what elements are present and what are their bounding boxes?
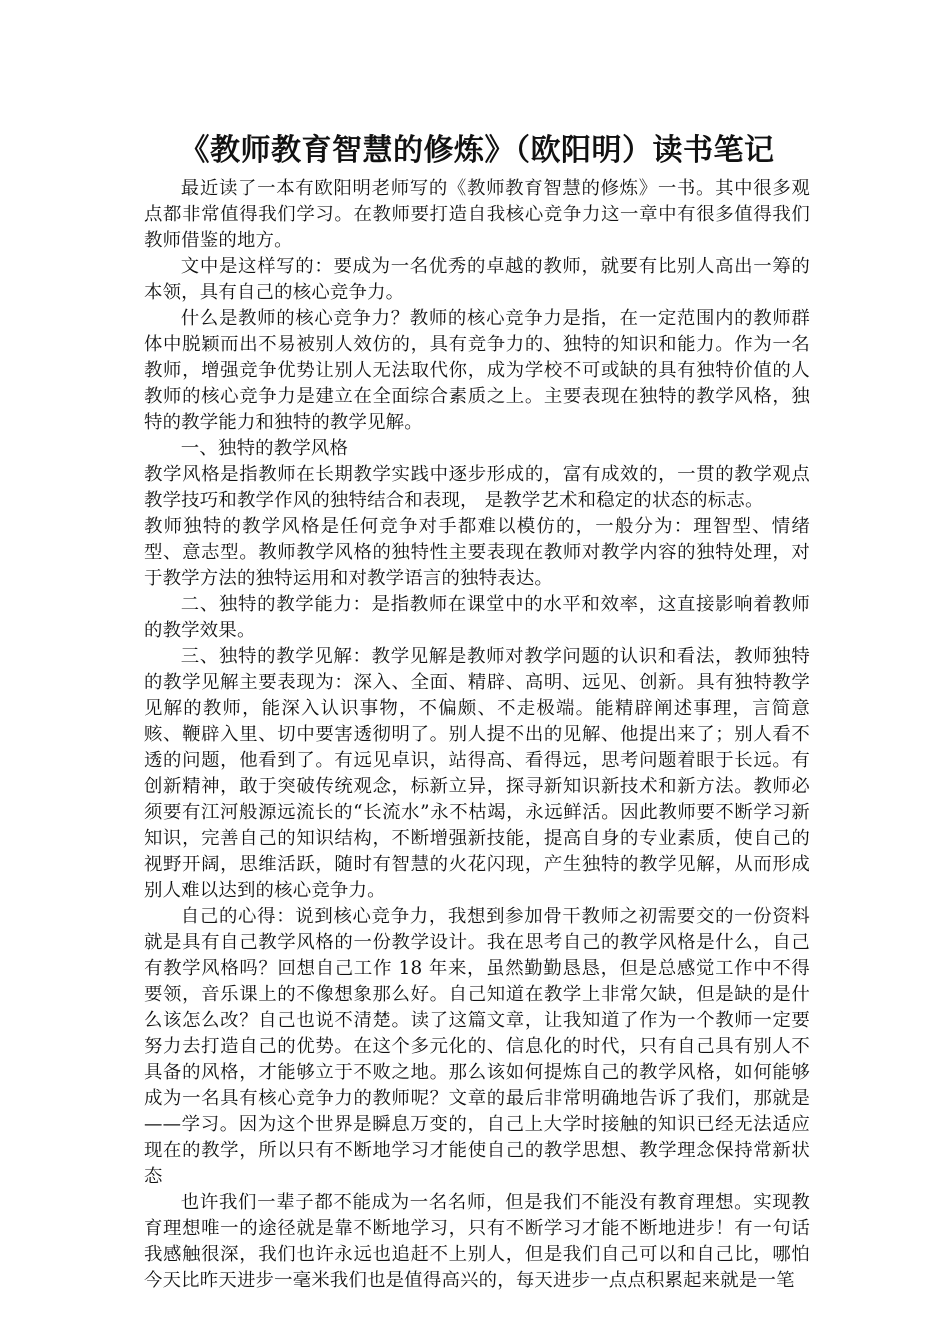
paragraph: 自己的心得：说到核心竞争力，我想到参加骨干教师之初需要交的一份资料就是具有自己教学风格的一份教学设计。我在思考自己的教学风格是什么，自己有教学风格吗？回想自己工作 18 年来，虽然勤勤恳恳，但是总感觉工作中不得要领，音乐课上的不像想象那么好。自己知道在教学上非常欠缺，但是缺的是什么该怎么改？自己也说不清楚。读了这篇文章，让我知道了作为一个教师一定要努力去打造自己的优势。在这个多元化的、信息化的时代，只有自己具有别人不具备的风格，才能够立于不败之地。那么该如何提炼自己的教学风格，如何能够成为一名具有核心竞争力的教师呢？文章的最后非常明确地告诉了我们，那就是——学习。因为这个世界是瞬息万变的，自己上大学时接触的知识已经无法适应现在的教学，所以只有不断地学习才能使自己的教学思想、教学理念保持常新状态 <box>144 906 810 1187</box>
paragraph: 也许我们一辈子都不能成为一名名师，但是我们不能没有教育理想。实现教育理想唯一的途径就是靠不断地学习，只有不断学习才能不断地进步！有一句话我感触很深，我们也许永远也追赶不上别人，但是我们自己可以和自己比，哪怕今天比昨天进步一毫米我们也是值得高兴的，每天进步一点点积累起来就是一笔 <box>144 1192 810 1291</box>
paragraph: 二、独特的教学能力：是指教师在课堂中的水平和效率，这直接影响着教师的教学效果。 <box>144 594 810 641</box>
paragraph: 一、独特的教学风格 <box>180 438 349 459</box>
document-body <box>144 176 810 1294</box>
paragraph: 教师独特的教学风格是任何竞争对手都难以模仿的，一般分为：理智型、情绪型、意志型。教师教学风格的独特性主要表现在教师对教学内容的独特处理，对于教学方法的独特运用和对教学语言的独特表达。 <box>144 516 810 589</box>
document-title: 《教师教育智慧的修炼》（欧阳明）读书笔记 <box>179 133 775 168</box>
paragraph: 最近读了一本有欧阳明老师写的《教师教育智慧的修炼》一书。其中很多观点都非常值得我们学习。在教师要打造自我核心竞争力这一章中有很多值得我们教师借鉴的地方。 <box>144 178 810 251</box>
paragraph: 什么是教师的核心竞争力？教师的核心竞争力是指，在一定范围内的教师群体中脱颖而出不易被别人效仿的，具有竞争力的、独特的知识和能力。作为一名教师，增强竞争优势让别人无法取代你，成为学校不可或缺的具有独特价值的人教师的核心竞争力是建立在全面综合素质之上。主要表现在独特的教学风格，独特的教学能力和独特的教学见解。 <box>144 308 810 433</box>
paragraph: 三、独特的教学见解：教学见解是教师对教学问题的认识和看法，教师独特的教学见解主要表现为：深入、全面、精辟、高明、远见、创新。具有独特教学见解的教师，能深入认识事物，不偏颇、不走极端。能精辟阐述事理，言简意赅、鞭辟入里、切中要害透彻明了。别人提不出的见解、他提出来了；别人看不透的问题，他看到了。有远见卓识，站得高、看得远，思考问题着眼于长远。有创新精神，敢于突破传统观念，标新立异，探寻新知识新技术和新方法。教师必须要有江河般源远流长的“长流水”永不枯竭，永远鲜活。因此教师要不断学习新知识，完善自己的知识结构，不断增强新技能，提高自身的专业素质，使自己的视野开阔，思维活跃，随时有智慧的火花闪现，产生独特的教学见解，从而形成别人难以达到的核心竞争力。 <box>144 646 810 901</box>
document-page <box>144 128 810 1294</box>
paragraph: 教学风格是指教师在长期教学实践中逐步形成的，富有成效的，一贯的教学观点教学技巧和教学作风的独特结合和表现， 是教学艺术和稳定的状态的标志。 <box>144 464 810 511</box>
paragraph: 文中是这样写的：要成为一名优秀的卓越的教师，就要有比别人高出一筹的本领，具有自己的核心竞争力。 <box>144 256 810 303</box>
